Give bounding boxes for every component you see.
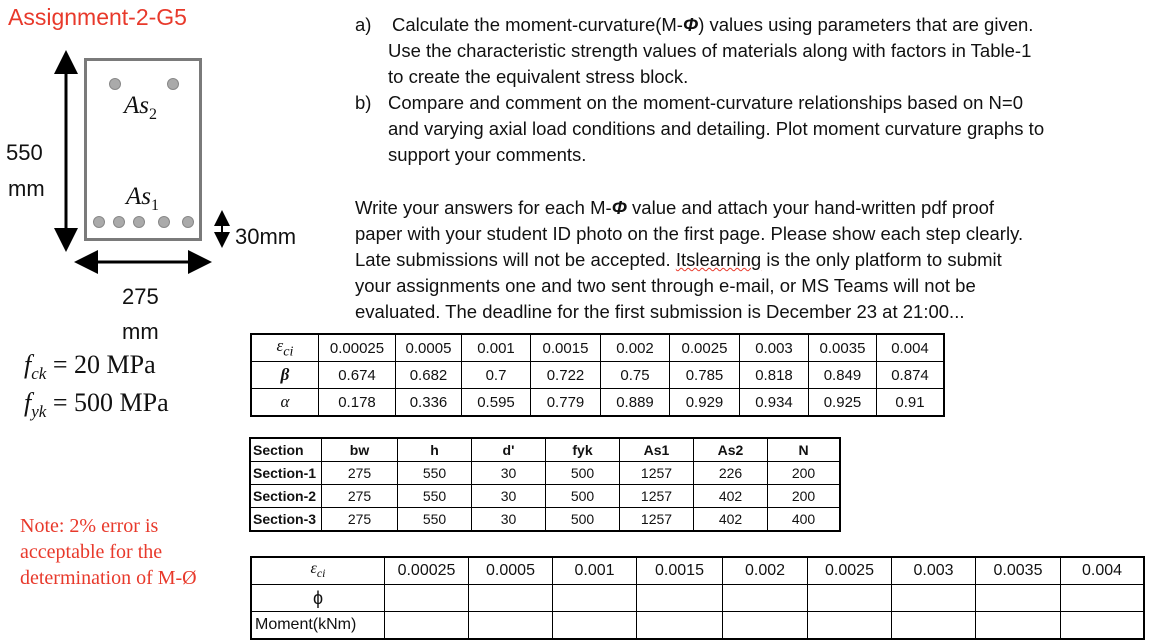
table-cell: 200 xyxy=(768,485,841,508)
table-cell: 0.929 xyxy=(670,389,740,417)
table-cell: 0.004 xyxy=(877,334,945,362)
table-cell: 500 xyxy=(546,462,620,485)
table-row xyxy=(250,508,840,532)
table-cell: 30 xyxy=(472,462,546,485)
table-cell: 0.004 xyxy=(1061,557,1145,585)
answer-cell[interactable] xyxy=(892,585,976,612)
answer-cell[interactable] xyxy=(892,612,976,640)
task-a-line: Use the characteristic strength values of materials along with factors in Table-1 xyxy=(388,40,1032,61)
table-cell: 0.0025 xyxy=(808,557,892,585)
task-a-line: to create the equivalent stress block. xyxy=(388,66,689,87)
table-cell: 0.934 xyxy=(740,389,809,417)
table-cell: 0.779 xyxy=(531,389,601,417)
answer-cell[interactable] xyxy=(808,585,892,612)
table-cell: 1257 xyxy=(620,508,694,532)
table-cell: 226 xyxy=(694,462,768,485)
table-cell: 0.336 xyxy=(396,389,462,417)
task-a-line: Calculate the moment-curvature(M-Φ) values using parameters that are given. xyxy=(392,14,1034,35)
table-cell: 1257 xyxy=(620,485,694,508)
table-cell: 275 xyxy=(322,462,398,485)
table-row xyxy=(251,557,1144,585)
column-header: bw xyxy=(322,438,398,462)
table-cell: 0.785 xyxy=(670,362,740,389)
task-b-marker: b) xyxy=(355,92,372,113)
table-cell: 0.7 xyxy=(462,362,531,389)
phi-header: ϕ xyxy=(251,585,385,612)
table-cell: 0.889 xyxy=(601,389,670,417)
table-cell: 0.001 xyxy=(553,557,637,585)
page-title: Assignment-2-G5 xyxy=(8,4,187,30)
table-cell: 0.0025 xyxy=(670,334,740,362)
answer-cell[interactable] xyxy=(1061,612,1145,640)
eps-header: $\varepsilon_{ci}$ xyxy=(251,334,319,362)
table-cell: 402 xyxy=(694,485,768,508)
table-cell: 402 xyxy=(694,508,768,532)
table-cell: 0.0035 xyxy=(809,334,877,362)
table-cell: 0.003 xyxy=(892,557,976,585)
table-cell: 0.925 xyxy=(809,389,877,417)
table-cell: 275 xyxy=(322,508,398,532)
stress-block-factors-table xyxy=(250,333,945,417)
table-row xyxy=(250,462,840,485)
table-cell: 30 xyxy=(472,508,546,532)
column-header: h xyxy=(398,438,472,462)
submission-line: your assignments one and two sent through e-mail, or MS Teams will not be xyxy=(355,275,976,296)
table-cell: 550 xyxy=(398,485,472,508)
height-unit: mm xyxy=(8,176,45,201)
answer-cell[interactable] xyxy=(976,612,1061,640)
task-a-marker: a) xyxy=(355,14,372,35)
table-cell: 500 xyxy=(546,485,620,508)
eps-header: $\varepsilon_{ci}$ xyxy=(251,557,385,585)
table-cell: 30 xyxy=(472,485,546,508)
table-cell: 0.002 xyxy=(601,334,670,362)
table-cell: 0.874 xyxy=(877,362,945,389)
task-b-line: Compare and comment on the moment-curvature relationships based on N=0 xyxy=(388,92,1023,113)
answer-cell[interactable] xyxy=(637,612,723,640)
as2-label: $As_2$ xyxy=(124,92,157,123)
table-cell: 0.0005 xyxy=(396,334,462,362)
column-header: Section xyxy=(250,438,322,462)
cover-dimension: 30mm xyxy=(235,224,297,249)
column-header: As2 xyxy=(694,438,768,462)
table-cell: 550 xyxy=(398,462,472,485)
table-cell: 1257 xyxy=(620,462,694,485)
submission-line: Write your answers for each M-Φ value and attach your hand-written pdf proof xyxy=(355,197,995,218)
answer-cell[interactable] xyxy=(553,612,637,640)
alpha-header: α xyxy=(251,389,319,417)
error-note: Note: 2% error is acceptable for the determination of M-Ø xyxy=(20,515,197,589)
task-b-line: and varying axial load conditions and detailing. Plot moment curvature graphs to xyxy=(388,118,1045,139)
table-cell: 0.75 xyxy=(601,362,670,389)
task-b-line: support your comments. xyxy=(388,144,587,165)
table-cell: 0.00025 xyxy=(385,557,469,585)
table-row xyxy=(251,585,1144,612)
table-cell: 0.595 xyxy=(462,389,531,417)
column-header: As1 xyxy=(620,438,694,462)
table-cell: 0.00025 xyxy=(319,334,396,362)
answer-cell[interactable] xyxy=(1061,585,1145,612)
answer-cell[interactable] xyxy=(469,612,553,640)
fck-formula: $f_{ck} = 20$ MPa xyxy=(24,350,156,384)
column-header: N xyxy=(768,438,841,462)
answer-cell[interactable] xyxy=(385,585,469,612)
submission-line: evaluated. The deadline for the first submission is December 23 at 21:00... xyxy=(355,301,965,322)
table-cell: 0.722 xyxy=(531,362,601,389)
table-cell: 200 xyxy=(768,462,841,485)
answer-cell[interactable] xyxy=(976,585,1061,612)
table-row xyxy=(250,485,840,508)
table-cell: 0.002 xyxy=(723,557,808,585)
table-cell: 0.818 xyxy=(740,362,809,389)
table-header-row xyxy=(250,438,840,462)
width-unit: mm xyxy=(122,319,159,344)
answer-cell[interactable] xyxy=(385,612,469,640)
table-cell: 0.682 xyxy=(396,362,462,389)
table-cell: 400 xyxy=(768,508,841,532)
table-cell: Section-3 xyxy=(250,508,322,532)
table-cell: 0.0015 xyxy=(531,334,601,362)
table-row xyxy=(251,334,944,362)
table-cell: 0.003 xyxy=(740,334,809,362)
answer-table xyxy=(250,556,1145,640)
beta-header: β xyxy=(251,362,319,389)
height-value: 550 xyxy=(6,140,43,165)
column-header: d' xyxy=(472,438,546,462)
answer-cell[interactable] xyxy=(553,585,637,612)
answer-cell[interactable] xyxy=(723,612,808,640)
table-row xyxy=(251,612,1144,640)
as1-label: $As_1$ xyxy=(126,183,159,214)
submission-line: paper with your student ID photo on the first page. Please show each step clearly. xyxy=(355,223,1024,244)
table-cell: Section-1 xyxy=(250,462,322,485)
column-header: fyk xyxy=(546,438,620,462)
section-properties-table xyxy=(249,437,841,532)
table-cell: 0.0015 xyxy=(637,557,723,585)
fyk-formula: $f_{yk} = 500$ MPa xyxy=(24,388,169,422)
table-cell: 550 xyxy=(398,508,472,532)
submission-line: Late submissions will not be accepted. Itslearning is the only platform to submit xyxy=(355,249,1002,270)
answer-cell[interactable] xyxy=(723,585,808,612)
moment-header: Moment(kNm) xyxy=(251,612,385,640)
table-cell: 0.849 xyxy=(809,362,877,389)
table-cell: 0.001 xyxy=(462,334,531,362)
table-cell: 0.178 xyxy=(319,389,396,417)
table-cell: 275 xyxy=(322,485,398,508)
answer-cell[interactable] xyxy=(808,612,892,640)
table-cell: 0.674 xyxy=(319,362,396,389)
table-row xyxy=(251,389,944,417)
answer-cell[interactable] xyxy=(637,585,723,612)
table-cell: 0.0005 xyxy=(469,557,553,585)
table-cell: 0.91 xyxy=(877,389,945,417)
table-cell: Section-2 xyxy=(250,485,322,508)
answer-cell[interactable] xyxy=(469,585,553,612)
table-row xyxy=(251,362,944,389)
table-cell: 0.0035 xyxy=(976,557,1061,585)
width-value: 275 xyxy=(122,284,159,309)
table-cell: 500 xyxy=(546,508,620,532)
